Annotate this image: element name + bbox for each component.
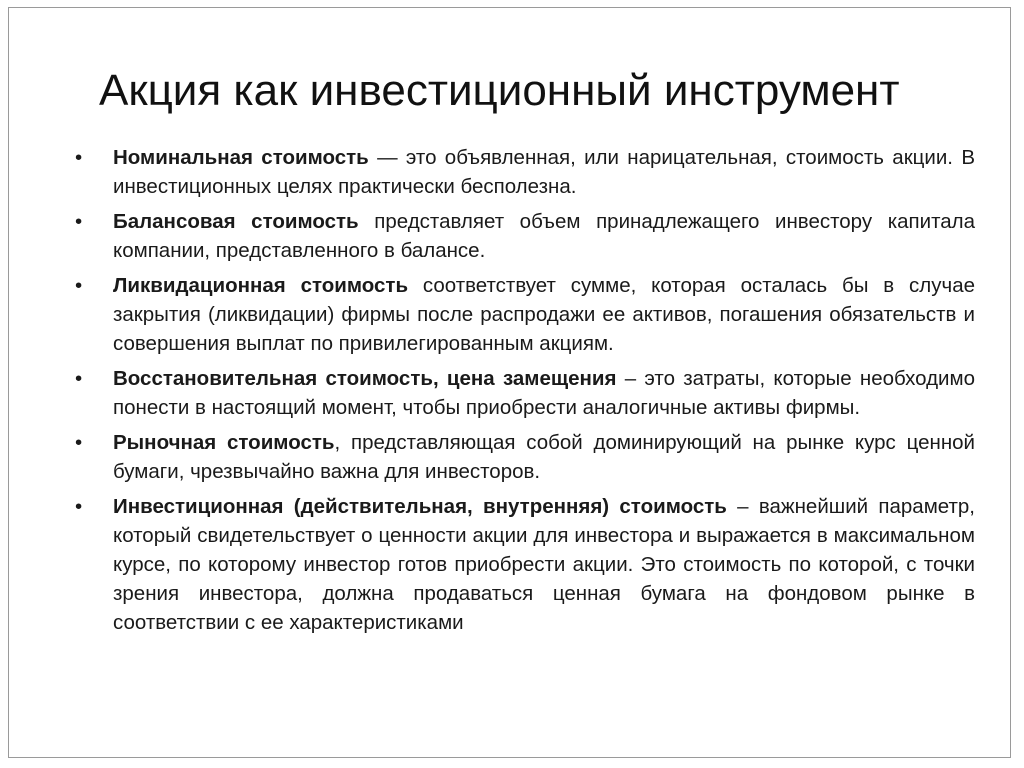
slide-title: Акция как инвестиционный инструмент [99, 66, 900, 115]
bullet-item-nominal-value [75, 143, 975, 201]
bullet-term: Балансовая стоимость [113, 210, 359, 233]
bullet-item-market-value [75, 428, 975, 486]
bullet-dot-icon: • [75, 495, 83, 518]
bullet-text: – это затраты, которые необходимо понести в настоящий момент, чтобы приобрести аналогичные активы фирмы. [113, 367, 975, 419]
bullet-text: , представляющая собой доминирующий на рынке курс ценной бумаги, чрезвычайно важна для инвесторов. [113, 431, 976, 483]
bullet-text: соответствует сумме, которая осталась бы в случае закрытия (ликвидации) фирмы после распродажи ее активов, погашения обязательств и совершения выплат по привилегированным акциям. [113, 274, 975, 355]
bullet-item-replacement-value [75, 364, 975, 422]
bullet-dot-icon: • [75, 210, 83, 233]
bullet-dot-icon: • [75, 367, 83, 390]
bullet-text: — это объявленная, или нарицательная, стоимость акции. В инвестиционных целях практически бесполезна. [113, 146, 975, 198]
bullet-term: Номинальная стоимость [113, 146, 369, 169]
slide-frame [8, 7, 1011, 758]
bullet-item-investment-value [75, 492, 975, 637]
bullet-text: представляет объем принадлежащего инвестору капитала компании, представленного в балансе. [113, 210, 975, 262]
bullet-term: Ликвидационная стоимость [113, 274, 409, 297]
bullet-text: – важнейший параметр, который свидетельствует о ценности акции для инвестора и выражается в максимальном курсе, по которому инвестор готов приобрести акции. Это стоимость по которой, с точки зрения инвестора, должна продаваться ценная бумага на фондовом рынке в соответствии с ее характеристиками [113, 495, 976, 634]
bullet-dot-icon: • [75, 274, 83, 297]
bullet-item-liquidation-value [75, 271, 975, 358]
bullet-term: Рыночная стоимость [113, 431, 335, 454]
bullet-term: Восстановительная стоимость, цена замещения [113, 367, 617, 390]
bullet-dot-icon: • [75, 146, 83, 169]
bullet-dot-icon: • [75, 431, 83, 454]
bullet-list [75, 143, 975, 643]
bullet-item-book-value [75, 207, 975, 265]
bullet-term: Инвестиционная (действительная, внутренняя) стоимость [113, 495, 727, 518]
